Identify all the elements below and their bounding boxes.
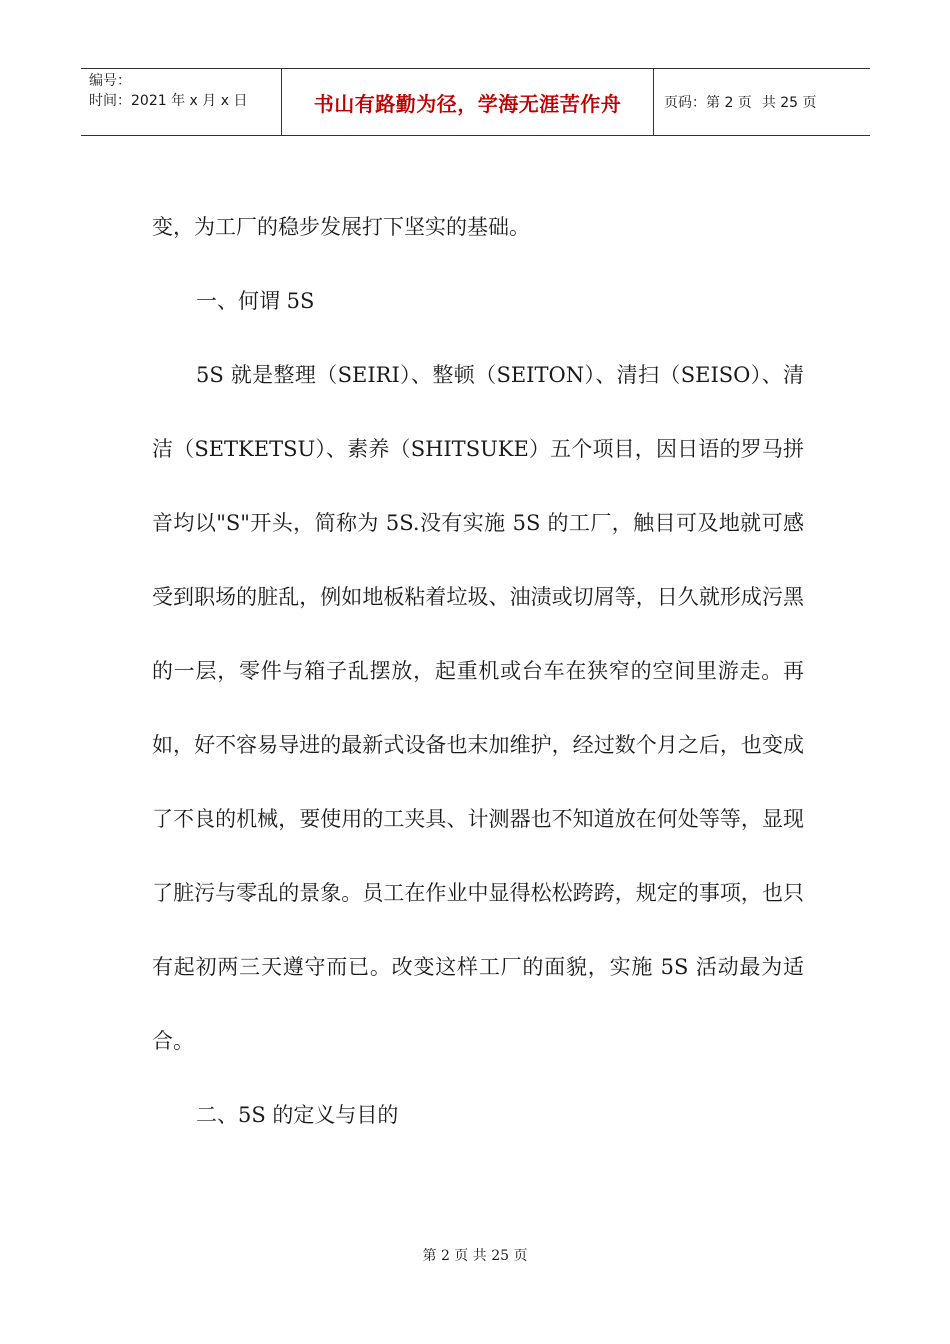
document-body <box>152 190 804 1152</box>
document-code-label: 编号： <box>89 73 131 89</box>
header-motto: 书山有路勤为径，学海无涯苦作舟 <box>282 69 654 135</box>
page-header <box>81 68 870 136</box>
paragraph-continuation: 变，为工厂的稳步发展打下坚实的基础。 <box>152 215 530 239</box>
section-heading-2: 二、5S 的定义与目的 <box>196 1103 399 1127</box>
header-meta <box>81 69 282 135</box>
header-page-info <box>654 69 870 135</box>
header-page-number: 页码：第 2 页 <box>664 95 752 111</box>
page-footer: 第 2 页 共 25 页 <box>422 1248 528 1264</box>
paragraph-5s-intro: 5S 就是整理（SEIRI）、整顿（SEITON）、清扫（SEISO）、清洁（SETKETSU）、素养（SHITSUKE）五个项目，因日语的罗马拼音均以"S"开头，简称为 5S.没有实施 5S 的工厂，触目可及地就可感受到职场的脏乱，例如地板粘着垃圾、油渍或切屑等，日久就形成污黑的一层，零件与箱子乱摆放，起重机或台车在狭窄的空间里游走。再如，好不容易导进的最新式设备也末加维护，经过数个月之后，也变成了不良的机械，要使用的工夹具、计测器也不知道放在何处等等，显现了脏污与零乱的景象。员工在作业中显得松松跨跨，规定的事项，也只有起初两三天遵守而已。改变这样工厂的面貌，实施 5S 活动最为适合。 <box>152 363 804 1053</box>
header-page-total: 共 25 页 <box>761 95 817 111</box>
document-date-label: 时间：2021 年 x 月 x 日 <box>89 93 248 109</box>
section-heading-1: 一、何谓 5S <box>196 289 315 313</box>
